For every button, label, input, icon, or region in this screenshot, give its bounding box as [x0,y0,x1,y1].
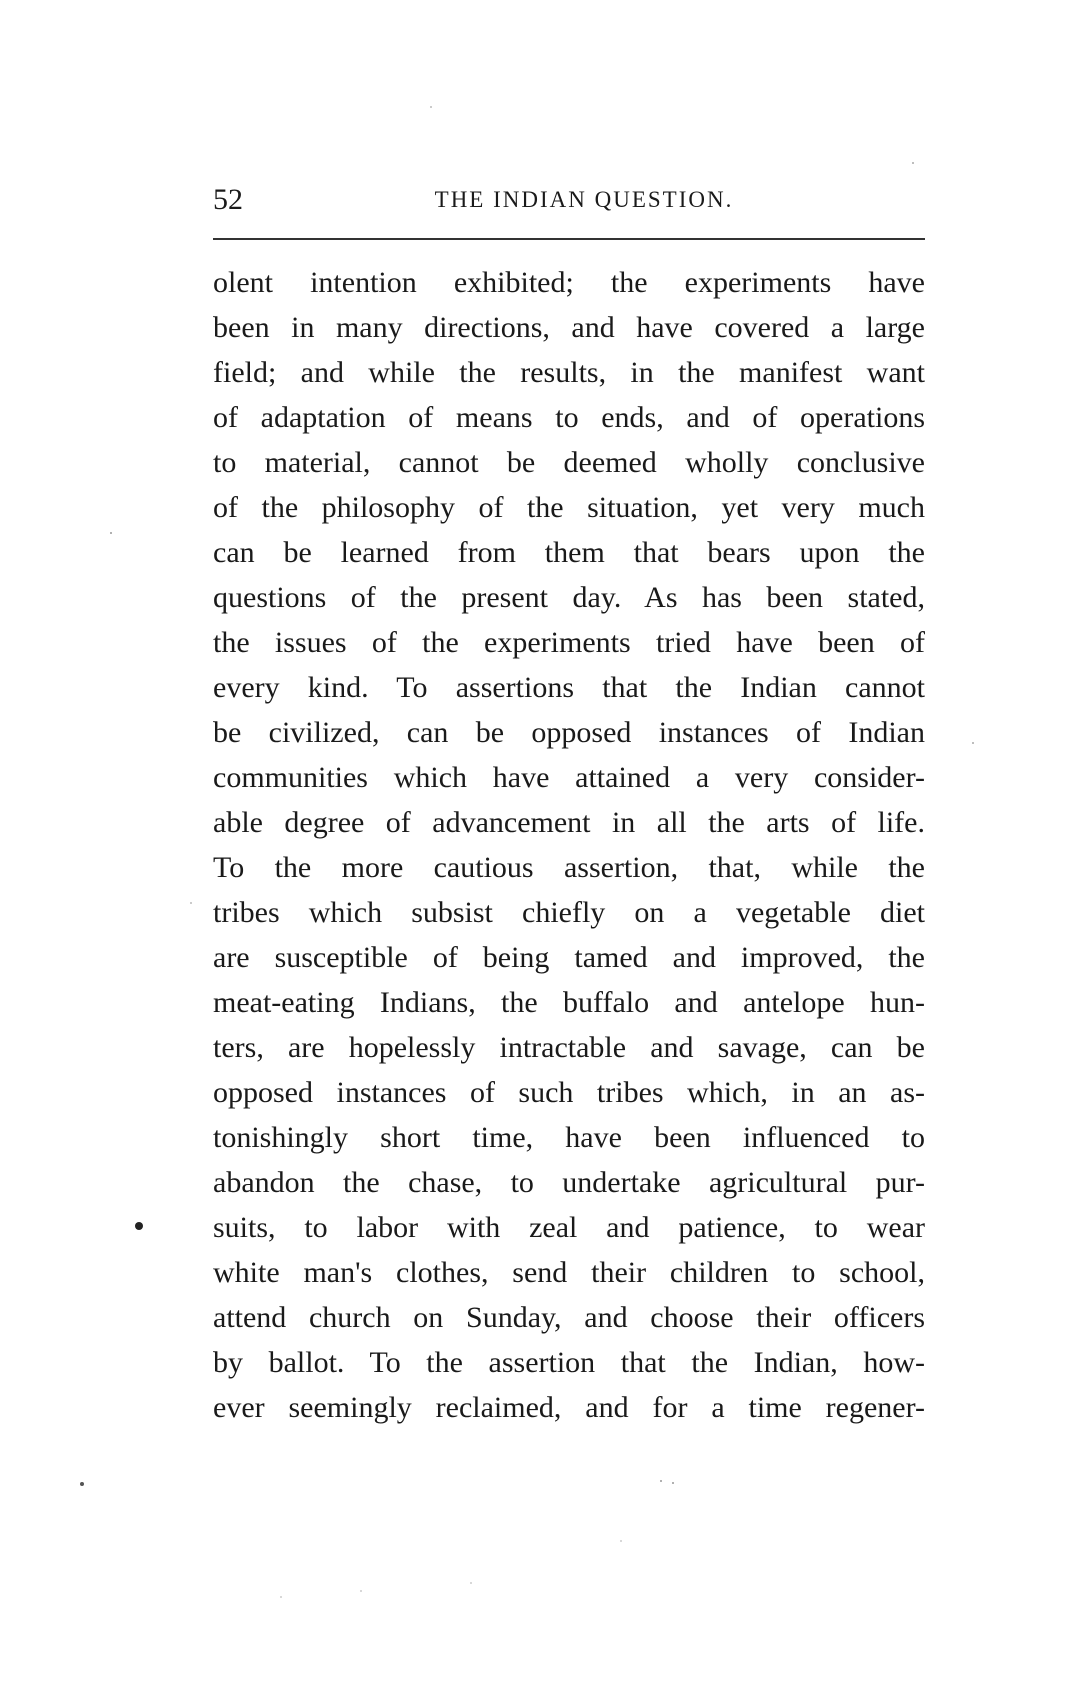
ink-speck [672,1482,674,1484]
ink-speck [912,162,914,164]
ink-speck [360,1590,362,1592]
text-line: communities which have attained a very consider- [213,761,925,794]
text-line: every kind. To assertions that the Indian cannot [213,671,925,704]
text-line: be civilized, can be opposed instances of Indian [213,716,925,749]
text-line: opposed instances of such tribes which, in an as- [213,1076,925,1109]
ink-speck [80,1482,84,1486]
ink-speck [280,1596,282,1598]
text-line: To the more cautious assertion, that, while the [213,851,925,884]
ink-speck [135,1222,143,1230]
text-line: the issues of the experiments tried have been of [213,626,925,659]
running-head [213,180,925,220]
text-line: tribes which subsist chiefly on a vegetable diet [213,896,925,929]
ink-speck [430,106,432,108]
text-line: able degree of advancement in all the arts of life. [213,806,925,839]
header-rule [213,238,925,240]
text-line: are susceptible of being tamed and improved, the [213,941,925,974]
text-line: tonishingly short time, have been influenced to [213,1121,925,1154]
running-title: THE INDIAN QUESTION. [434,187,734,212]
text-line: field; and while the results, in the manifest want [213,356,925,389]
text-line: been in many directions, and have covered a large [213,311,925,344]
text-line: ever seemingly reclaimed, and for a time regener- [213,1391,925,1424]
ink-speck [620,1540,622,1542]
text-line: white man's clothes, send their children to school, [213,1256,925,1289]
text-line: can be learned from them that bears upon the [213,536,925,569]
text-line: ters, are hopelessly intractable and savage, can be [213,1031,925,1064]
ink-speck [972,742,974,744]
text-line: questions of the present day. As has been stated, [213,581,925,614]
text-line: olent intention exhibited; the experiments have [213,266,925,299]
text-line: suits, to labor with zeal and patience, to wear [213,1211,925,1244]
text-line: of the philosophy of the situation, yet very much [213,491,925,524]
text-line: attend church on Sunday, and choose their officers [213,1301,925,1334]
ink-speck [110,532,112,534]
text-line: abandon the chase, to undertake agricultural pur- [213,1166,925,1199]
page-number: 52 [213,183,243,216]
ink-speck [470,1582,472,1584]
ink-speck [190,902,192,904]
text-line: by ballot. To the assertion that the Indian, how- [213,1346,925,1379]
text-line: to material, cannot be deemed wholly conclusive [213,446,925,479]
text-line: meat-eating Indians, the buffalo and antelope hun- [213,986,925,1019]
body-paragraph [213,260,925,1430]
text-line: of adaptation of means to ends, and of operations [213,401,925,434]
ink-speck [660,1480,662,1482]
